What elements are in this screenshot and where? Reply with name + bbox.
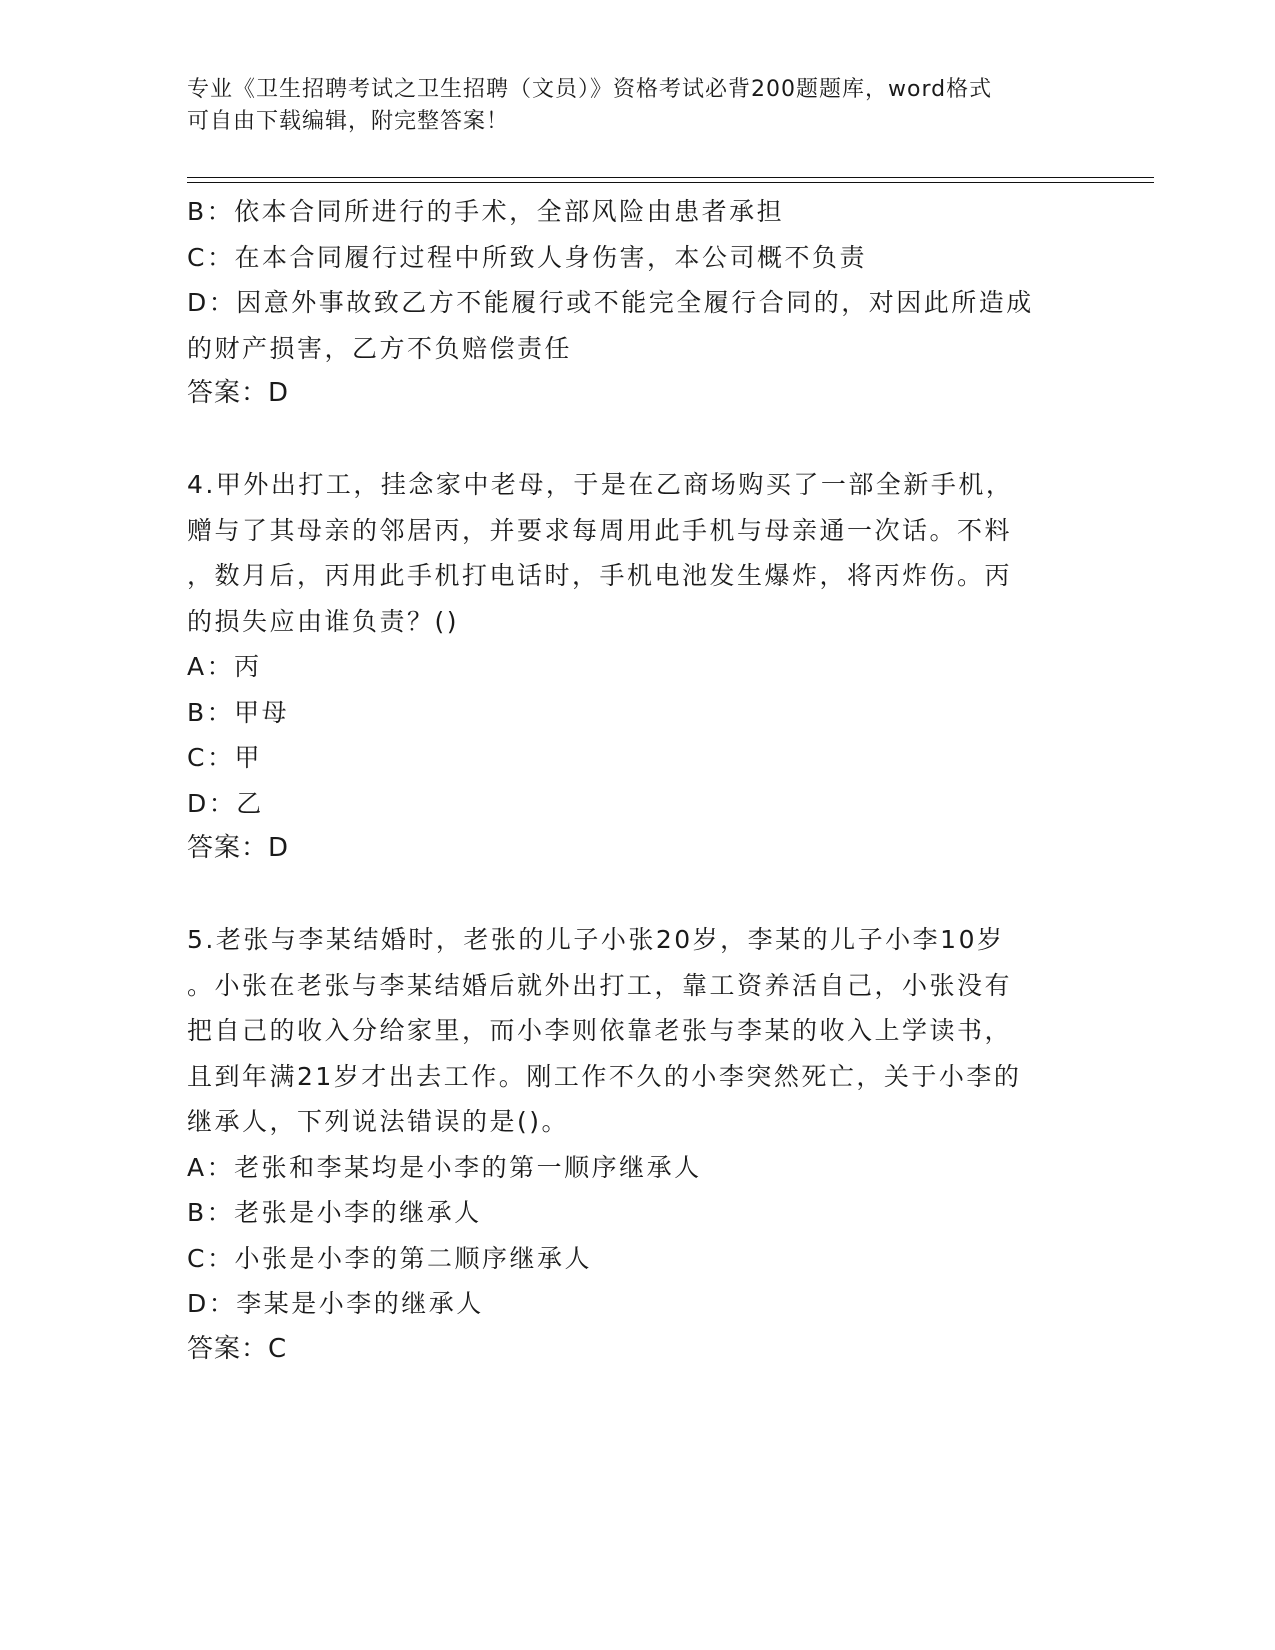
answer: 答案：C bbox=[187, 1333, 288, 1364]
option-b: B：甲母 bbox=[187, 697, 290, 727]
option-a: A：老张和李某均是小李的第一顺序继承人 bbox=[187, 1152, 702, 1182]
question-stem-line: 且到年满21岁才出去工作。刚工作不久的小李突然死亡，关于小李的 bbox=[187, 1061, 1022, 1091]
question-stem-line: 4.甲外出打工，挂念家中老母，于是在乙商场购买了一部全新手机， bbox=[187, 470, 1014, 499]
question-stem-line: 5.老张与李某结婚时，老张的儿子小张20岁，李某的儿子小李10岁 bbox=[187, 925, 1005, 954]
option-d: D：因意外事故致乙方不能履行或不能完全履行合同的，对因此所造成 bbox=[187, 288, 1034, 317]
question-5 bbox=[187, 917, 1087, 1372]
question-content bbox=[187, 189, 1087, 1372]
answer: 答案：D bbox=[187, 833, 290, 863]
question-3 bbox=[187, 189, 1087, 417]
question-spacer bbox=[187, 872, 1087, 918]
question-stem-line: 赠与了其母亲的邻居丙，并要求每周用此手机与母亲通一次话。不料 bbox=[187, 515, 1013, 545]
header-divider-top bbox=[187, 177, 1154, 178]
option-b: B：依本合同所进行的手术，全部风险由患者承担 bbox=[187, 197, 785, 226]
option-c: C：甲 bbox=[187, 743, 262, 772]
header-line-2: 可自由下载编辑，附完整答案！ bbox=[187, 109, 510, 134]
option-a: A：丙 bbox=[187, 652, 262, 681]
question-stem-line: 的损失应由谁负责？() bbox=[187, 606, 460, 636]
question-spacer bbox=[187, 417, 1087, 463]
question-stem-line: 把自己的收入分给家里，而小李则依靠老张与李某的收入上学读书， bbox=[187, 1016, 1013, 1045]
page-header bbox=[187, 74, 1067, 138]
question-stem-line: 。小张在老张与李某结婚后就外出打工，靠工资养活自己，小张没有 bbox=[187, 970, 1013, 1000]
option-c: C：小张是小李的第二顺序继承人 bbox=[187, 1243, 592, 1273]
question-stem-line: 继承人，下列说法错误的是()。 bbox=[187, 1107, 570, 1136]
option-d: D：乙 bbox=[187, 788, 264, 818]
option-d-continued: 的财产损害，乙方不负赔偿责任 bbox=[187, 333, 573, 363]
option-d: D：李某是小李的继承人 bbox=[187, 1289, 484, 1318]
question-4 bbox=[187, 462, 1087, 872]
header-divider-bottom bbox=[187, 182, 1154, 183]
header-line-1: 专业《卫生招聘考试之卫生招聘（文员）》资格考试必背200题题库，word格式 bbox=[187, 77, 993, 102]
option-b: B：老张是小李的继承人 bbox=[187, 1198, 482, 1227]
question-stem-line: ，数月后，丙用此手机打电话时，手机电池发生爆炸，将丙炸伤。丙 bbox=[187, 561, 1013, 590]
answer: 答案：D bbox=[187, 378, 290, 408]
option-c: C：在本合同履行过程中所致人身伤害，本公司概不负责 bbox=[187, 242, 867, 272]
